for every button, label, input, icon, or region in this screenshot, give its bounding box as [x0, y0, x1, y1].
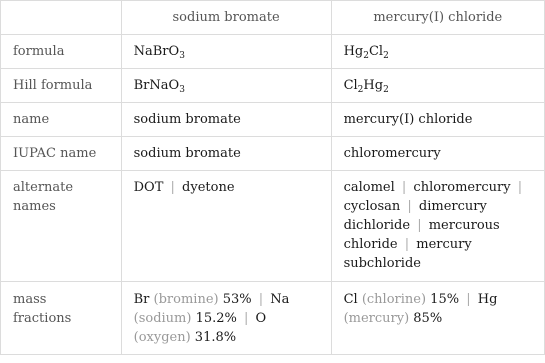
row-label-mass-fractions: mass fractions [1, 282, 122, 355]
alternate-names-sodium-bromate [121, 171, 331, 282]
element-name: (chlorine) [361, 292, 427, 307]
element-name: (mercury) [343, 311, 410, 326]
formula-subscript: 2 [363, 51, 369, 61]
formula-subscript: 3 [179, 51, 185, 61]
name-sodium-bromate: sodium bromate [121, 103, 331, 137]
formula-text: BrNaO [133, 78, 180, 93]
element-symbol: Hg [477, 292, 498, 307]
alternate-name-item: cyclosan [343, 199, 401, 214]
alternate-name-item: chloromercury [413, 180, 511, 195]
element-name: (bromine) [153, 292, 219, 307]
mass-fractions-mercury-chloride [331, 282, 544, 355]
row-label-alternate-names: alternate names [1, 171, 122, 282]
row-iupac-name [1, 137, 545, 171]
formula-text: Hg [363, 78, 384, 93]
element-name: (sodium) [133, 311, 192, 326]
element-fraction-value: 15% [426, 292, 460, 307]
header-mercury-chloride: mercury(I) chloride [331, 1, 544, 35]
separator: | [254, 292, 268, 307]
element-fraction-value: 53% [218, 292, 252, 307]
element-fraction-value: 31.8% [190, 330, 237, 345]
separator: | [239, 311, 253, 326]
element-symbol: Na [270, 292, 290, 307]
header-sodium-bromate: sodium bromate [121, 1, 331, 35]
header-row [1, 1, 545, 35]
formula-text: Cl [343, 78, 358, 93]
formula-subscript: 2 [383, 51, 389, 61]
separator: | [400, 237, 414, 252]
iupac-name-mercury-chloride: chloromercury [331, 137, 544, 171]
separator: | [462, 292, 475, 307]
formula-subscript: 3 [179, 85, 185, 95]
name-mercury-chloride: mercury(I) chloride [331, 103, 544, 137]
hill-formula-sodium-bromate [121, 69, 331, 103]
formula-text: NaBrO [133, 44, 180, 59]
element-name: (oxygen) [133, 330, 191, 345]
element-fraction-value: 15.2% [191, 311, 237, 326]
alternate-name-item: dimercury dichloride [343, 199, 487, 233]
mass-fractions-sodium-bromate [121, 282, 331, 355]
separator: | [166, 180, 180, 195]
formula-subscript: 2 [357, 85, 364, 95]
element-fraction-value: 85% [409, 311, 443, 326]
alternate-name-item: DOT [133, 180, 164, 195]
formula-sodium-bromate [121, 35, 331, 69]
row-hill-formula [1, 69, 545, 103]
mass-fraction-item [344, 292, 460, 307]
separator: | [513, 180, 523, 195]
header-empty-cell [1, 1, 122, 35]
mass-fraction-item [134, 292, 252, 307]
alternate-name-item: mercurous chloride [343, 218, 500, 252]
formula-text: Hg [343, 44, 364, 59]
formula-mercury-chloride [331, 35, 544, 69]
iupac-name-sodium-bromate: sodium bromate [121, 137, 331, 171]
element-symbol: O [255, 311, 267, 326]
alternate-name-item: dyetone [182, 180, 235, 195]
row-label-iupac-name: IUPAC name [1, 137, 122, 171]
separator: | [413, 218, 426, 233]
formula-subscript: 2 [383, 85, 389, 95]
separator: | [403, 199, 416, 214]
row-formula [1, 35, 545, 69]
element-symbol: Cl [343, 292, 362, 307]
formula-text: Cl [368, 44, 384, 59]
alternate-names-mercury-chloride [331, 171, 544, 282]
row-label-formula: formula [1, 35, 122, 69]
hill-formula-mercury-chloride [331, 69, 544, 103]
separator: | [397, 180, 411, 195]
row-mass-fractions [1, 282, 545, 355]
alternate-name-item: calomel [343, 180, 395, 195]
element-symbol: Br [133, 292, 154, 307]
row-name [1, 103, 545, 137]
row-label-hill-formula: Hill formula [1, 69, 122, 103]
row-label-name: name [1, 103, 122, 137]
alternate-name-item: mercury subchloride [343, 237, 472, 271]
row-alternate-names [1, 171, 545, 282]
